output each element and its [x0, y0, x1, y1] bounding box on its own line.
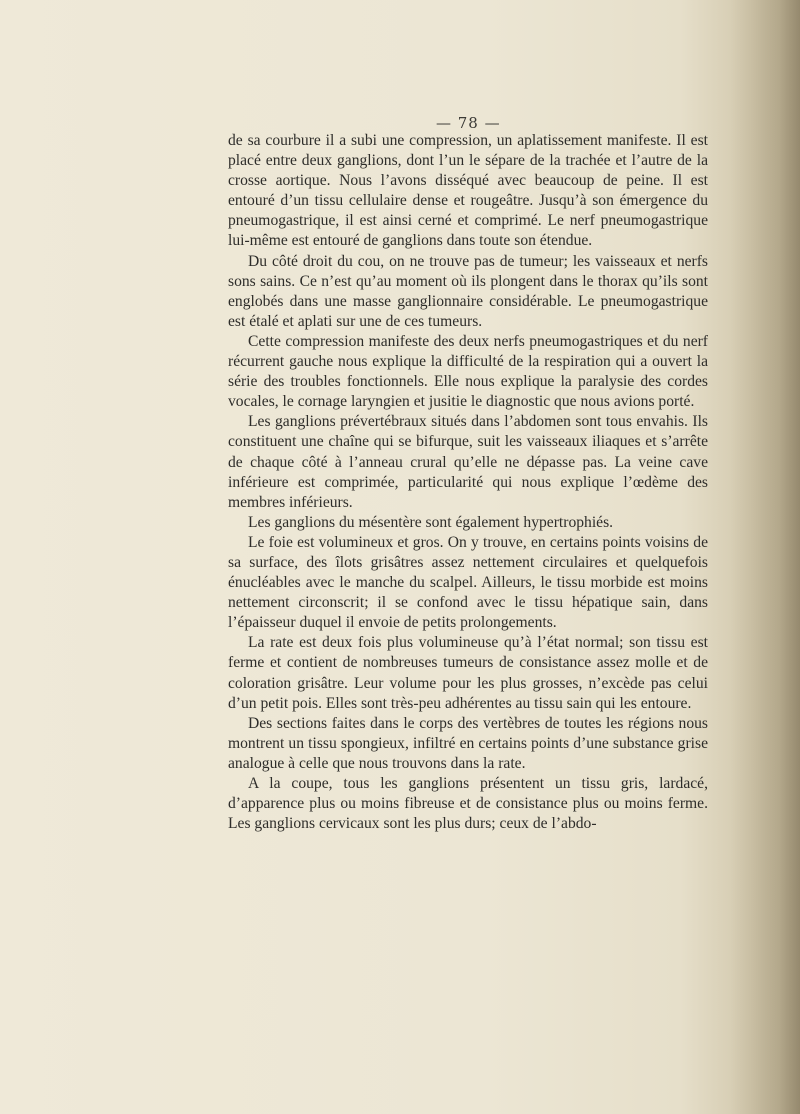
body-text: [228, 131, 708, 834]
page-number: — 78 —: [436, 114, 501, 132]
paragraph-6: Le foie est volumineux et gros. On y trouve, en certains points voisins de sa surface, des îlots grisâtres assez nettement circulaires et quelquefois énucléables avec le manche du scalpel. Ailleurs, le tissu morbide est moins nettement circonscrit; il se confond avec le tissu hépatique sain, dans l’épaisseur duquel il envoie de petits prolongements.: [228, 533, 708, 632]
paragraph-3: Cette compression manifeste des deux nerfs pneumogastriques et du nerf récurrent gauche nous explique la difficulté de la respiration qui a ouvert la série des troubles fonctionnels. Elle nous explique la paralysie des cordes vocales, le cornage laryngien et jusitie le diagnostic que nous avions porté.: [228, 332, 708, 411]
paragraph-2: Du côté droit du cou, on ne trouve pas de tumeur; les vaisseaux et nerfs sons sains. Ce n’est qu’au moment où ils plongent dans le thorax qu’ils sont englobés dans une masse ganglionnaire considérable. Le pneumogastrique est étalé et aplati sur une de ces tumeurs.: [228, 252, 708, 330]
binding-shadow: [730, 0, 800, 1114]
paragraph-1: de sa courbure il a subi une compression, un aplatissement manifeste. Il est placé entre deux ganglions, dont l’un le sépare de la trachée et l’autre de la crosse aortique. Nous l’avons disséqué avec beaucoup de peine. Il est entouré d’un tissu cellulaire dense et rougeâtre. Jusqu’à son émergence du pneumogastrique, il est ainsi cerné et comprimé. Le nerf pneumogastrique lui-même est entouré de ganglions dans toute son étendue.: [228, 132, 708, 250]
paragraph-7: La rate est deux fois plus volumineuse qu’à l’état normal; son tissu est ferme et contient de nombreuses tumeurs de consistance assez molle et de coloration grisâtre. Leur volume pour les plus grosses, n’excède pas celui d’un petit pois. Elles sont très-peu adhérentes au tissu sain qui les entoure.: [228, 634, 708, 712]
paragraph-5: Les ganglions du mésentère sont également hypertrophiés.: [248, 513, 614, 531]
paragraph-4: Les ganglions prévertébraux situés dans l’abdomen sont tous envahis. Ils constituent une chaîne qui se bifurque, suit les vaisseaux iliaques et s’arrête de chaque côté à l’anneau crural qu’elle ne dépasse pas. La veine cave inférieure est comprimée, particularité qui nous explique l’œdème des membres inférieurs.: [228, 413, 708, 511]
paragraph-8: Des sections faites dans le corps des vertèbres de toutes les régions nous montrent un tissu spongieux, infiltré en certains points d’une substance grise analogue à celle que nous trouvons dans la rate.: [228, 714, 708, 772]
paragraph-9: A la coupe, tous les ganglions présentent un tissu gris, lardacé, d’apparence plus ou moins fibreuse et de consistance plus ou moins ferme. Les ganglions cervicaux sont les plus durs; ceux de l’abdo-: [228, 775, 708, 833]
